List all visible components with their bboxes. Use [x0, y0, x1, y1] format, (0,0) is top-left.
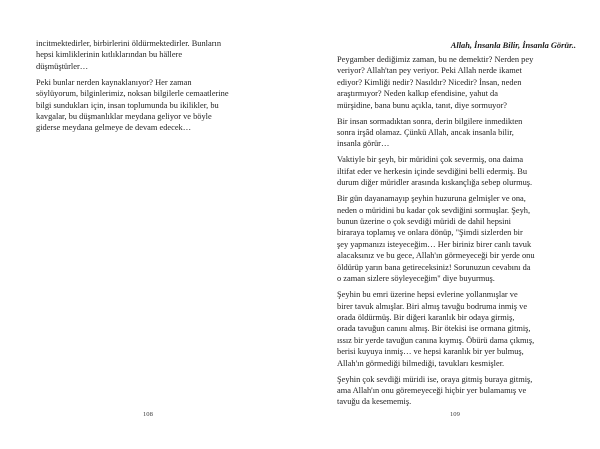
- left-page-body: [36, 38, 281, 138]
- right-paragraph-3: Vaktiyle bir şeyh, bir müridini çok severmiş, ona daima iltifat eder ve herkesin içinde sevdiğini belli edermiş. Bu durum diğer müridler arasında kıskançlığa sebep olurmuş.: [337, 155, 533, 188]
- right-paragraph-4: Bir gün dayanamayıp şeyhin huzuruna gelmişler ve ona, neden o müridini bu kadar çok sevdiğini sormuşlar. Şeyh, bunun üzerine o çok sevdiği müridi de dahil hepsini biraraya toplamış ve onlara dönüp, "Şimdi sizlerden bir şey yapmanızı isteyeceğim… Her biriniz birer canlı tavuk alacaksınız ve bu gece, Allah'ın görmeyeceği bir yerde onu öldürüp yarın bana getireceksiniz! Sorunuzun cevabını da o zaman sizlere söyleyeceğim" diye buyurmuş.: [337, 194, 535, 284]
- left-paragraph-1: incitmektedirler, birbirlerini öldürmektedirler. Bunların hepsi kimliklerinin kıtlıklarından bu hällere düşmüştürler…: [36, 39, 222, 71]
- running-head: Allah, İnsanla Bilir, İnsanla Görür..: [450, 41, 576, 50]
- right-paragraph-1: Peygamber dediğimiz zaman, bu ne demektir? Nerden pey veriyor? Allah'tan pey veriyor. Peki Allah nerde ikamet ediyor? Kimliği nedir? Nasıldır? Nicedir? İnsan, neden araştırmıyor? Neden kalkıp efendisine, yahut da mürşidine, bana bunu açıkla, tanıt, diye sormuyor?: [337, 55, 534, 110]
- right-page: [300, 0, 600, 449]
- right-paragraph-6: Şeyhin çok sevdiği müridi ise, oraya gitmiş buraya gitmiş, ama Allah'ın onu göremeyeceği hiçbir yer bulamamış ve tavuğu da kesememiş.: [337, 374, 533, 407]
- right-paragraph-5: Şeyhin bu emri üzerine hepsi evlerine yollanmışlar ve birer tavuk almışlar. Biri almış tavuğu bodruma inmiş ve orada öldürmüş. Bir diğeri karanlık bir odaya girmiş, orada tavuğun canını almış. Bir ötekisi ise ormana gitmiş, ıssız bir yerde tavuğun canına kıymış. Öbürü dama çıkmış, berisi kuyuya inmiş… ve hepsi karanlık bir yer bulmuş, Allah'ın görmediği bilmediği, tavukları kesmişler.: [337, 290, 535, 368]
- left-paragraph-2: Peki bunlar nerden kaynaklanıyor? Her zaman söylüyorum, bilginlerimiz, noksan bilgilerle cemaatlerine bilgi sundukları için, insan toplumunda bu ikilikler, bu kavgalar, bu düşmanlıklar meydana geliyor ve böyle giderse meydana gelmeye de devam edecek…: [36, 77, 229, 133]
- left-page-number: 108: [143, 411, 153, 418]
- right-paragraph-2: Bir insan sormadıktan sonra, derin bilgilere inmedikten sonra irşâd olamaz. Çünkü Allah, ancak insanla bilir, insanla görür…: [337, 116, 523, 149]
- right-page-body: [337, 54, 577, 412]
- right-page-number: 109: [450, 411, 460, 418]
